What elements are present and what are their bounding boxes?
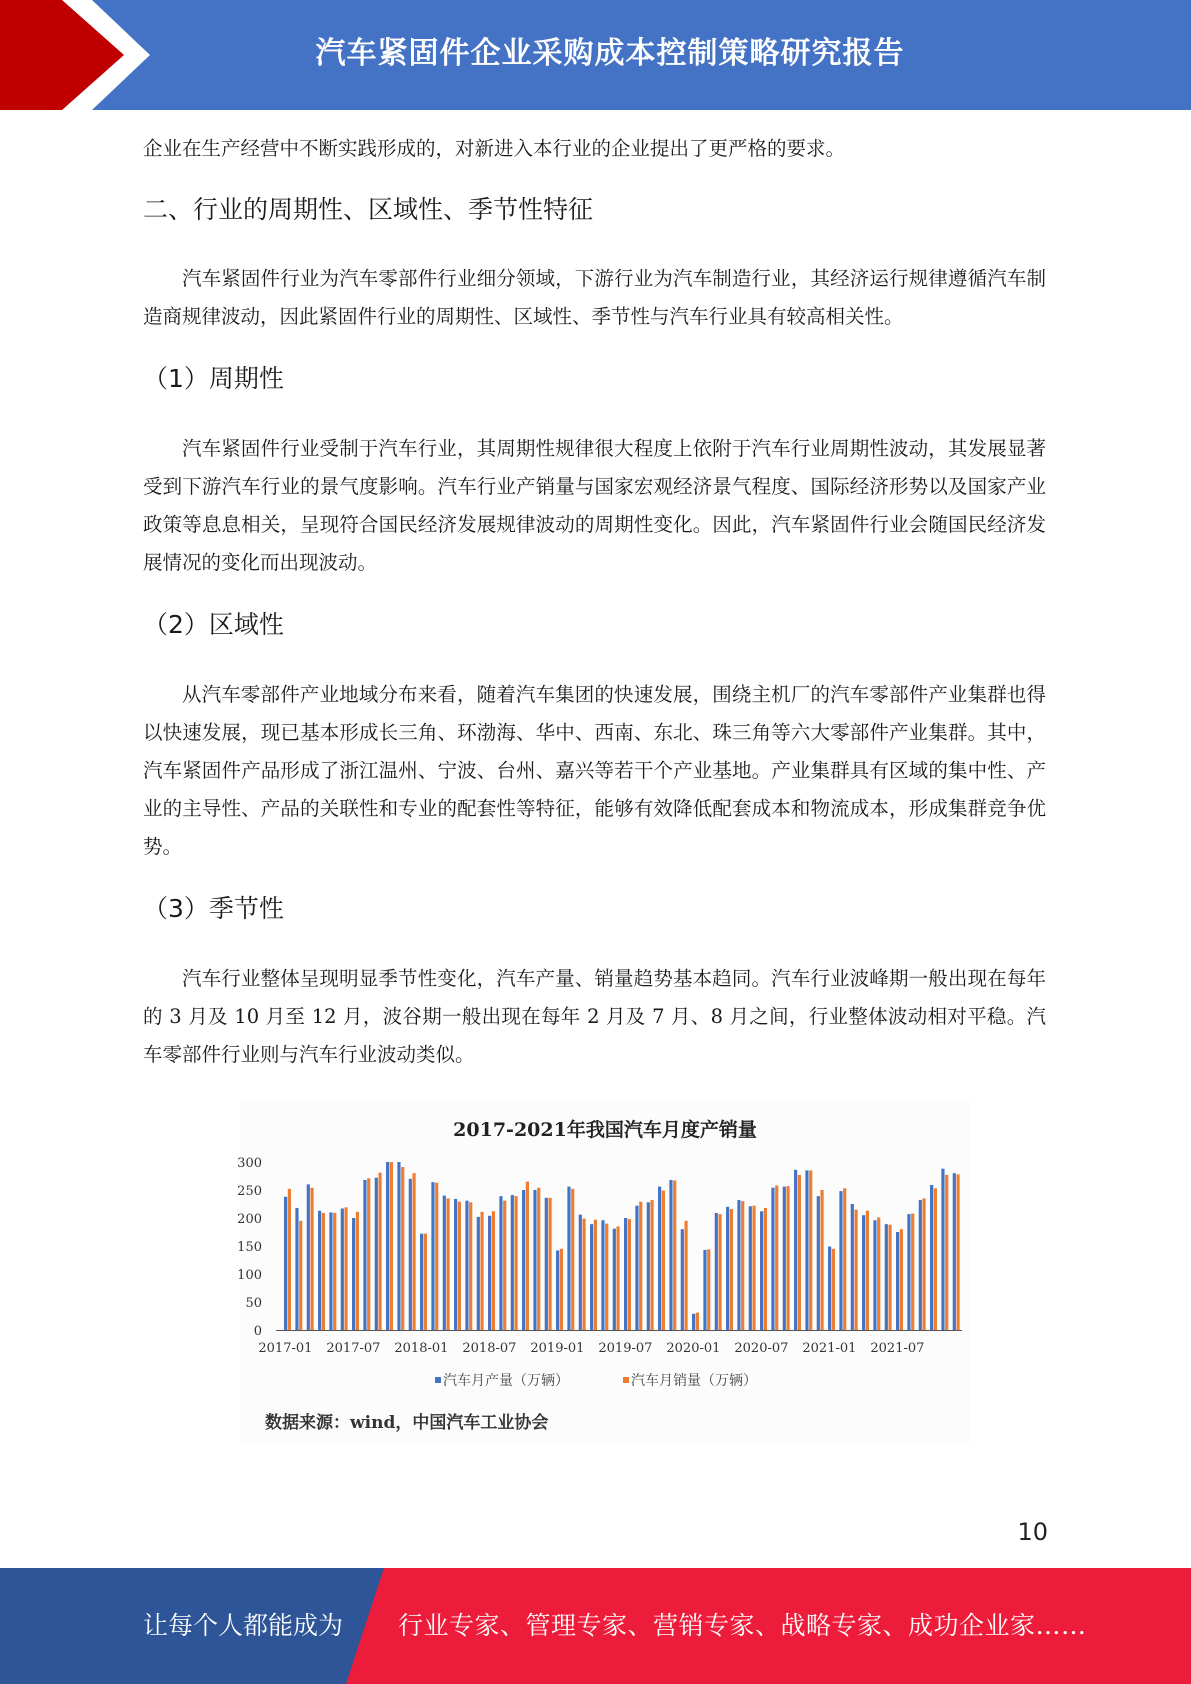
bar-production-2017-07	[352, 1218, 355, 1330]
bar-production-2018-04	[454, 1199, 457, 1330]
bar-production-2020-06	[749, 1206, 752, 1330]
chart-title: 2017-2021年我国汽车月度产销量	[453, 1119, 757, 1141]
bar-sales-2018-02	[435, 1183, 438, 1330]
legend-swatch	[623, 1377, 629, 1383]
bar-production-2019-10	[658, 1187, 661, 1330]
bar-sales-2018-10	[526, 1182, 529, 1330]
bar-production-2020-09	[783, 1187, 786, 1330]
bar-production-2018-02	[431, 1182, 434, 1330]
bar-sales-2020-04	[730, 1209, 733, 1330]
bar-production-2020-03	[715, 1213, 718, 1330]
x-tick-label: 2018-07	[462, 1341, 517, 1356]
section-paragraph: 汽车紧固件行业为汽车零部件行业细分领域，下游行业为汽车制造行业，其经济运行规律遵循汽车制造商规律波动，因此紧固件行业的周期性、区域性、季节性与汽车行业具有较高相关性。	[143, 267, 1046, 328]
bar-production-2019-09	[647, 1202, 650, 1330]
bar-production-2017-11	[397, 1162, 400, 1330]
bar-sales-2021-04	[866, 1211, 869, 1330]
y-tick-label: 200	[237, 1212, 262, 1227]
intro-paragraph: 企业在生产经营中不断实践形成的，对新进入本行业的企业提出了更严格的要求。	[143, 137, 846, 160]
bar-sales-2021-10	[934, 1188, 937, 1330]
bar-sales-2019-04	[594, 1220, 597, 1330]
paragraph-cyclicality: 汽车紧固件行业受制于汽车行业，其周期性规律很大程度上依附于汽车行业周期性波动，其发展显著受到下游汽车行业的景气度影响。汽车行业产销量与国家宏观经济景气程度、国际经济形势以及国家产业政策等息息相关，呈现符合国民经济发展规律波动的周期性变化。因此，汽车紧固件行业会随国民经济发展情况的变化而出现波动。	[143, 437, 1046, 574]
x-tick-label: 2020-07	[734, 1341, 789, 1356]
bar-sales-2018-12	[548, 1198, 551, 1330]
bar-sales-2018-03	[446, 1198, 449, 1330]
bar-production-2019-04	[590, 1224, 593, 1330]
bar-sales-2018-01	[424, 1234, 427, 1330]
bar-production-2018-03	[443, 1196, 446, 1330]
chart-source-note: 数据来源：wind，中国汽车工业协会	[265, 1413, 549, 1433]
bar-sales-2017-09	[378, 1173, 381, 1330]
x-tick-label: 2021-01	[802, 1341, 857, 1356]
bar-sales-2018-09	[514, 1196, 517, 1330]
x-tick-label: 2019-07	[598, 1341, 653, 1356]
bar-sales-2021-12	[956, 1174, 959, 1330]
bar-sales-2020-01	[696, 1313, 699, 1330]
bar-production-2020-07	[760, 1211, 763, 1330]
bar-sales-2019-02	[571, 1189, 574, 1330]
bar-sales-2020-09	[786, 1186, 789, 1330]
bar-production-2017-03	[307, 1184, 310, 1330]
bar-production-2019-11	[669, 1180, 672, 1330]
bar-production-2017-06	[341, 1208, 344, 1330]
x-axis	[258, 1331, 962, 1357]
bar-production-2018-10	[522, 1190, 525, 1330]
paragraph-seasonality: 汽车行业整体呈现明显季节性变化，汽车产量、销量趋势基本趋同。汽车行业波峰期一般出现在每年的 3 月及 10 月至 12 月，波谷期一般出现在每年 2 月及 7 月、8 月之间，行业整体波动相对平稳。汽车零部件行业则与汽车行业波动类似。	[143, 967, 1046, 1066]
chart-legend	[435, 1372, 757, 1389]
subheading-regionality: （2）区域性	[143, 610, 284, 639]
bar-production-2021-07	[896, 1232, 899, 1330]
bar-sales-2020-11	[809, 1170, 812, 1330]
bar-sales-2021-07	[900, 1229, 903, 1330]
bar-production-2018-12	[545, 1198, 548, 1330]
bar-production-2020-11	[805, 1170, 808, 1330]
bar-production-2021-09	[919, 1200, 922, 1330]
subheading-cyclicality: （1）周期性	[143, 364, 284, 393]
bar-sales-2018-11	[537, 1188, 540, 1330]
x-tick-label: 2017-07	[326, 1341, 381, 1356]
bar-sales-2020-03	[718, 1214, 721, 1330]
bar-production-2021-11	[941, 1169, 944, 1330]
footer-slogan-left: 让每个人都能成为	[143, 1611, 344, 1640]
bar-sales-2018-05	[469, 1202, 472, 1330]
bar-sales-2018-08	[503, 1201, 506, 1330]
legend-label: 汽车月销量（万辆）	[631, 1373, 757, 1389]
bar-sales-2021-05	[877, 1217, 880, 1330]
bar-production-2019-08	[635, 1206, 638, 1330]
bar-sales-2017-08	[367, 1178, 370, 1330]
bar-production-2019-03	[579, 1215, 582, 1330]
bar-production-2018-05	[465, 1201, 468, 1330]
bar-production-2021-08	[907, 1214, 910, 1330]
bar-production-2017-08	[363, 1180, 366, 1330]
bar-production-2021-06	[885, 1224, 888, 1330]
bar-production-2018-08	[499, 1196, 502, 1330]
bar-production-2021-02	[839, 1191, 842, 1330]
bar-sales-2021-06	[888, 1225, 891, 1330]
section-heading: 二、行业的周期性、区域性、季节性特征	[143, 195, 594, 224]
bar-production-2021-01	[828, 1247, 831, 1330]
bar-production-2020-08	[771, 1188, 774, 1330]
x-tick-label: 2017-01	[258, 1341, 313, 1356]
bar-sales-2021-11	[945, 1175, 948, 1330]
bar-sales-2017-06	[344, 1207, 347, 1330]
bar-sales-2019-09	[650, 1200, 653, 1330]
bar-sales-2019-06	[616, 1226, 619, 1330]
y-tick-label: 150	[237, 1240, 262, 1255]
bar-sales-2019-11	[673, 1180, 676, 1330]
bar-sales-2020-08	[775, 1186, 778, 1330]
bar-production-2019-02	[567, 1187, 570, 1330]
page-header	[0, 0, 1191, 110]
bar-production-2018-09	[511, 1195, 514, 1330]
bar-sales-2017-04	[322, 1213, 325, 1330]
report-title: 汽车紧固件企业采购成本控制策略研究报告	[315, 36, 905, 71]
bar-sales-2021-09	[922, 1198, 925, 1330]
bar-sales-2019-12	[684, 1221, 687, 1330]
bar-production-2019-05	[601, 1220, 604, 1330]
y-tick-label: 300	[237, 1156, 262, 1171]
legend-swatch	[435, 1377, 441, 1383]
footer-slogan-right: 行业专家、管理专家、营销专家、战略专家、成功企业家……	[398, 1611, 1087, 1640]
bar-sales-2020-10	[798, 1175, 801, 1330]
bar-production-2021-12	[953, 1173, 956, 1330]
bar-sales-2020-05	[741, 1201, 744, 1330]
bar-production-2018-01	[420, 1234, 423, 1330]
bar-sales-2017-12	[412, 1173, 415, 1330]
bar-sales-2017-03	[310, 1188, 313, 1330]
bar-sales-2020-12	[820, 1190, 823, 1330]
y-tick-label: 50	[245, 1296, 262, 1311]
chart-container	[237, 1100, 970, 1445]
bar-production-2019-07	[624, 1218, 627, 1330]
bar-production-2020-12	[817, 1196, 820, 1330]
bar-production-2021-05	[873, 1220, 876, 1330]
bar-production-2018-07	[488, 1216, 491, 1330]
paragraph-regionality: 从汽车零部件产业地域分布来看，随着汽车集团的快速发展，围绕主机厂的汽车零部件产业集群也得以快速发展，现已基本形成长三角、环渤海、华中、西南、东北、珠三角等六大零部件产业集群。其中，汽车紧固件产品形成了浙江温州、宁波、台州、嘉兴等若干个产业基地。产业集群具有区域的集中性、产业的主导性、产品的关联性和专业的配套性等特征，能够有效降低配套成本和物流成本，形成集群竞争优势。	[143, 683, 1046, 858]
bar-sales-2017-07	[356, 1212, 359, 1330]
bar-production-2019-12	[681, 1229, 684, 1330]
bar-sales-2021-08	[911, 1214, 914, 1330]
bar-production-2018-06	[477, 1217, 480, 1330]
bar-production-2017-12	[409, 1179, 412, 1330]
bar-sales-2019-08	[639, 1202, 642, 1330]
bar-sales-2019-05	[605, 1224, 608, 1330]
bar-production-2019-01	[556, 1250, 559, 1330]
bar-production-2020-01	[692, 1314, 695, 1330]
x-tick-label: 2021-07	[870, 1341, 925, 1356]
bar-sales-2018-07	[492, 1211, 495, 1330]
bar-sales-2019-01	[560, 1249, 563, 1330]
bar-production-2017-01	[284, 1197, 287, 1330]
bar-production-2017-10	[386, 1162, 389, 1330]
bar-production-2020-02	[703, 1250, 706, 1330]
bar-production-2020-04	[726, 1207, 729, 1330]
x-tick-label: 2020-01	[666, 1341, 721, 1356]
bar-production-2017-04	[318, 1211, 321, 1330]
chart-bars	[284, 1162, 960, 1330]
bar-production-2017-05	[329, 1212, 332, 1330]
bar-production-2019-06	[613, 1229, 616, 1330]
bar-production-2018-11	[533, 1190, 536, 1330]
y-tick-label: 250	[237, 1184, 262, 1199]
y-axis	[237, 1156, 262, 1339]
bar-sales-2017-05	[333, 1213, 336, 1330]
bar-sales-2019-10	[662, 1191, 665, 1330]
x-tick-label: 2019-01	[530, 1341, 585, 1356]
bar-sales-2019-03	[582, 1219, 585, 1330]
bar-sales-2017-02	[299, 1221, 302, 1330]
bar-production-2020-05	[737, 1200, 740, 1330]
bar-sales-2017-01	[288, 1189, 291, 1330]
bar-sales-2020-06	[752, 1206, 755, 1330]
y-tick-label: 0	[253, 1324, 262, 1339]
bar-sales-2021-01	[832, 1249, 835, 1330]
bar-production-2021-03	[851, 1204, 854, 1330]
monthly-production-sales-chart	[237, 1100, 970, 1400]
bar-sales-2017-11	[401, 1167, 404, 1330]
document-body	[143, 130, 1046, 1074]
bar-sales-2019-07	[628, 1219, 631, 1330]
subheading-seasonality: （3）季节性	[143, 894, 284, 923]
legend-label: 汽车月产量（万辆）	[443, 1373, 569, 1389]
bar-production-2017-09	[375, 1178, 378, 1330]
bar-production-2021-10	[930, 1185, 933, 1330]
bar-sales-2018-04	[458, 1202, 461, 1330]
bar-sales-2021-03	[854, 1210, 857, 1330]
bar-sales-2018-06	[480, 1212, 483, 1330]
page-number: 10	[1017, 1518, 1048, 1546]
y-tick-label: 100	[237, 1268, 262, 1283]
bar-sales-2017-10	[390, 1162, 393, 1330]
bar-sales-2021-02	[843, 1188, 846, 1330]
bar-production-2020-10	[794, 1170, 797, 1330]
bar-sales-2020-07	[764, 1208, 767, 1330]
bar-sales-2020-02	[707, 1249, 710, 1330]
bar-production-2017-02	[295, 1208, 298, 1330]
x-tick-label: 2018-01	[394, 1341, 449, 1356]
page-footer	[0, 1568, 1191, 1684]
bar-production-2021-04	[862, 1215, 865, 1330]
